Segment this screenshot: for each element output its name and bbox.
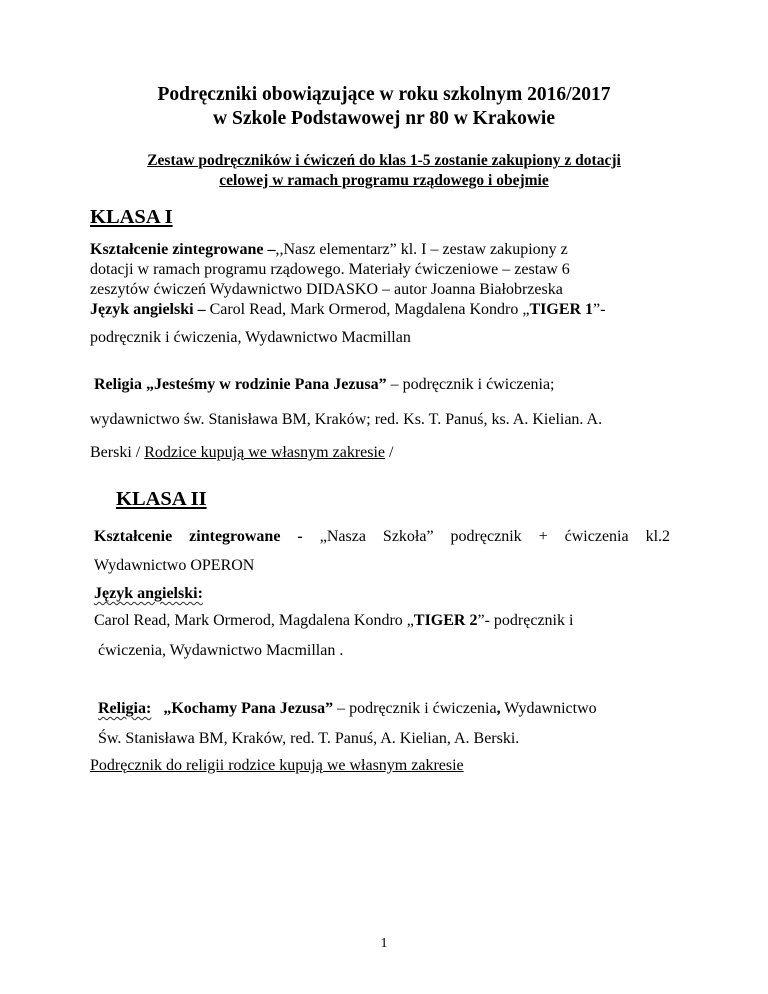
- klasa2-religion-title: „Kochamy Pana Jezusa”: [163, 700, 334, 717]
- klasa2-religion-note: [90, 757, 464, 775]
- klasa2-religion-label: Religia:: [98, 700, 152, 717]
- klasa1-religion-line3-start: Berski /: [90, 444, 145, 461]
- klasa2-kz-line1: [94, 528, 670, 546]
- klasa2-religion-line1-end: Wydawnictwo: [500, 700, 597, 717]
- klasa1-english-line1-end: ”-: [593, 301, 606, 318]
- klasa2-religion-line1: [98, 700, 597, 718]
- klasa1-kz-line2: dotacji w ramach programu rządowego. Materiały ćwiczeniowe – zestaw 6: [90, 261, 570, 278]
- klasa1-kz-line1-text: ,,Nasz elementarz” kl. I – zestaw zakupiony z: [275, 241, 568, 258]
- document-title-line1: Podręczniki obowiązujące w roku szkolnym 2016/2017: [157, 84, 611, 105]
- klasa2-english-line1-end: ”- podręcznik i: [477, 612, 574, 629]
- klasa2-english-authors: Carol Read, Mark Ormerod, Magdalena Kondro „: [94, 612, 414, 629]
- klasa1-english-label: Język angielski –: [90, 301, 206, 318]
- klasa2-religion-parents-note: Podręcznik do religii rodzice kupują we własnym zakresie: [90, 757, 464, 774]
- klasa1-english-line1: [90, 301, 605, 319]
- klasa1-english-title: TIGER 1: [529, 301, 594, 318]
- klasa2-english-label: Język angielski:: [94, 585, 203, 602]
- klasa2-english-title: TIGER 2: [413, 612, 478, 629]
- klasa1-religion-line3: [90, 444, 393, 462]
- klasa1-religion-line3-end: /: [385, 444, 394, 461]
- klasa2-religion-line2: Św. Stanisława BM, Kraków, red. T. Panuś, A. Kielian, A. Berski.: [98, 730, 520, 747]
- klasa2-english-line2: ćwiczenia, Wydawnictwo Macmillan .: [98, 642, 344, 659]
- klasa1-religion-label: Religia „Jesteśmy w rodzinie Pana Jezusa”: [94, 376, 387, 393]
- klasa1-religion-parents-note: Rodzice kupują we własnym zakresie: [144, 444, 386, 461]
- klasa2-english-heading: [94, 585, 203, 603]
- klasa2-kz-line2: Wydawnictwo OPERON: [94, 557, 255, 574]
- document-title-line2: w Szkole Podstawowej nr 80 w Krakowie: [213, 108, 555, 129]
- klasa1-kz-label: Kształcenie zintegrowane –: [90, 241, 276, 258]
- klasa2-kz-label: Kształcenie zintegrowane -: [94, 528, 303, 545]
- klasa1-kz-line1: [90, 241, 568, 259]
- klasa2-heading: KLASA II: [116, 488, 207, 510]
- klasa1-kz-line3: zeszytów ćwiczeń Wydawnictwo DIDASKO – autor Joanna Białobrzeska: [90, 281, 563, 298]
- klasa1-religion-line1-text: – podręcznik i ćwiczenia;: [386, 376, 555, 393]
- klasa2-religion-comma: ,: [496, 700, 501, 717]
- page-number: 1: [380, 936, 388, 951]
- klasa2-kz-line1-text: „Nasza Szkoła” podręcznik + ćwiczenia kl.2: [319, 528, 671, 545]
- subtitle-line2: celowej w ramach programu rządowego i obejmie: [219, 172, 549, 189]
- klasa2-english-line1: [94, 612, 573, 630]
- klasa1-religion-line1: [94, 376, 554, 394]
- klasa1-heading: KLASA I: [90, 206, 173, 228]
- klasa1-english-authors: Carol Read, Mark Ormerod, Magdalena Kondro „: [205, 301, 530, 318]
- klasa2-religion-line1-mid: – podręcznik i ćwiczenia: [333, 700, 497, 717]
- subtitle-line1: Zestaw podręczników i ćwiczeń do klas 1-5 zostanie zakupiony z dotacji: [147, 152, 621, 169]
- klasa1-english-line2: podręcznik i ćwiczenia, Wydawnictwo Macmillan: [90, 329, 411, 346]
- klasa1-religion-line2: wydawnictwo św. Stanisława BM, Kraków; red. Ks. T. Panuś, ks. A. Kielian. A.: [90, 411, 603, 428]
